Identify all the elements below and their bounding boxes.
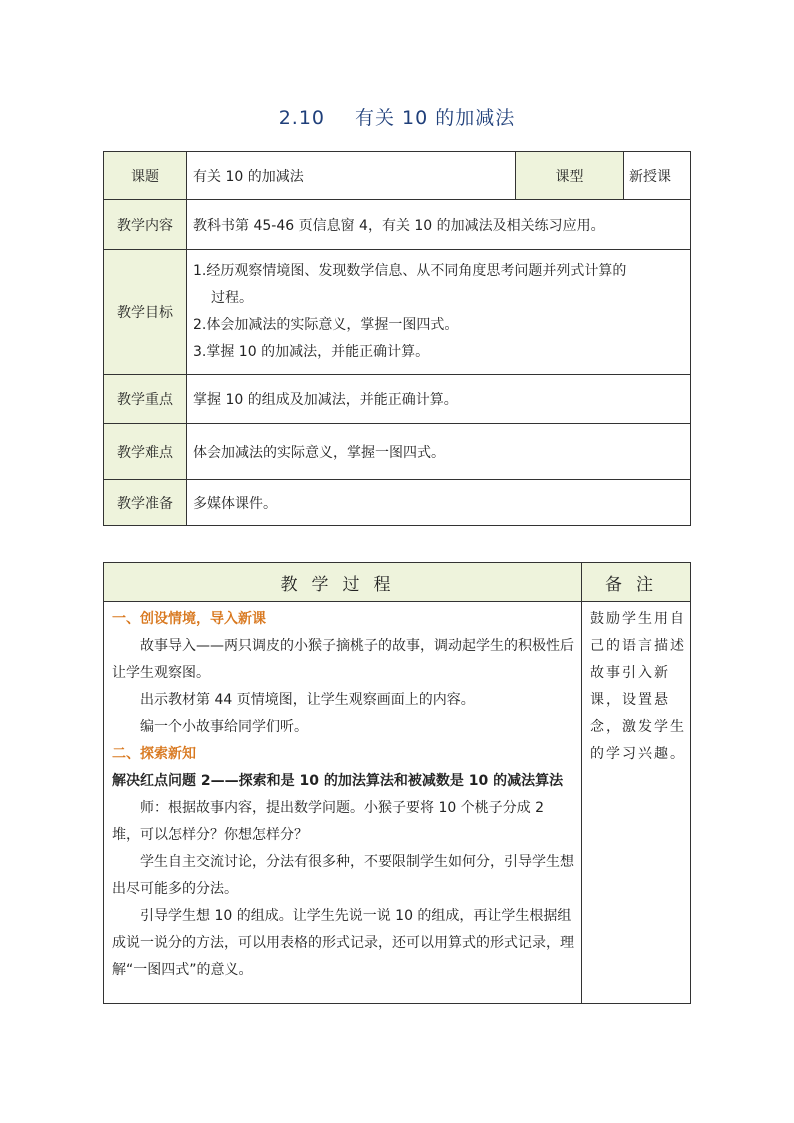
process-header-row (104, 563, 691, 602)
topic-label: 课题 (104, 152, 187, 200)
goal-item-2: 2.体会加减法的实际意义，掌握一图四式。 (193, 317, 459, 333)
goal-value (187, 250, 691, 375)
lesson-number: 2.10 (278, 107, 326, 129)
process-header: 教学过程 (104, 563, 582, 602)
section-heading-2: 二、探索新知 (112, 746, 196, 762)
paragraph: 引导学生想 10 的组成。让学生先说一说 10 的组成，再让学生根据组成说一说分的方法，可以用表格的形式记录，还可以用算式的形式记录，理解“一图四式”的意义。 (112, 908, 574, 978)
goal-item-1-cont: 过程。 (211, 290, 253, 306)
type-value: 新授课 (624, 152, 691, 200)
section-heading-1: 一、创设情境，导入新课 (112, 611, 266, 627)
paragraph: 故事导入——两只调皮的小猴子摘桃子的故事，调动起学生的积极性后让学生观察图。 (112, 638, 574, 681)
prep-label: 教学准备 (104, 480, 187, 526)
topic-value: 有关 10 的加减法 (187, 152, 516, 200)
note-content: 鼓励学生用自己的语言描述故事引入新课，设置悬念，激发学生的学习兴趣。 (582, 602, 691, 1004)
key-label: 教学重点 (104, 375, 187, 424)
prep-row (104, 480, 691, 526)
page-title (0, 103, 794, 130)
goal-item-1: 1.经历观察情境图、发现数学信息、从不同角度思考问题并列式计算的 (193, 263, 627, 279)
content-row (104, 200, 691, 250)
key-row (104, 375, 691, 424)
type-label: 课型 (516, 152, 624, 200)
paragraph: 学生自主交流讨论，分法有很多种，不要限制学生如何分，引导学生想出尽可能多的分法。 (112, 854, 574, 897)
process-content (104, 602, 582, 1004)
subheading: 解决红点问题 2——探索和是 10 的加法算法和被减数是 10 的减法算法 (112, 773, 564, 789)
topic-row (104, 152, 691, 200)
goal-row (104, 250, 691, 375)
paragraph: 师：根据故事内容，提出数学问题。小猴子要将 10 个桃子分成 2 堆，可以怎样分？你想怎样分？ (112, 800, 545, 843)
teaching-process-table (103, 562, 691, 1004)
content-value: 教科书第 45-46 页信息窗 4，有关 10 的加减法及相关练习应用。 (187, 200, 691, 250)
difficulty-label: 教学难点 (104, 424, 187, 480)
goal-label: 教学目标 (104, 250, 187, 375)
paragraph: 编一个小故事给同学们听。 (140, 719, 308, 735)
difficulty-row (104, 424, 691, 480)
note-header: 备注 (582, 563, 691, 602)
goal-item-3: 3.掌握 10 的加减法，并能正确计算。 (193, 344, 430, 360)
lesson-title: 有关 10 的加减法 (355, 107, 516, 129)
process-body-row (104, 602, 691, 1004)
paragraph: 出示教材第 44 页情境图，让学生观察画面上的内容。 (140, 692, 475, 708)
prep-value: 多媒体课件。 (187, 480, 691, 526)
lesson-info-table (103, 151, 691, 526)
content-label: 教学内容 (104, 200, 187, 250)
difficulty-value: 体会加减法的实际意义，掌握一图四式。 (187, 424, 691, 480)
key-value: 掌握 10 的组成及加减法，并能正确计算。 (187, 375, 691, 424)
